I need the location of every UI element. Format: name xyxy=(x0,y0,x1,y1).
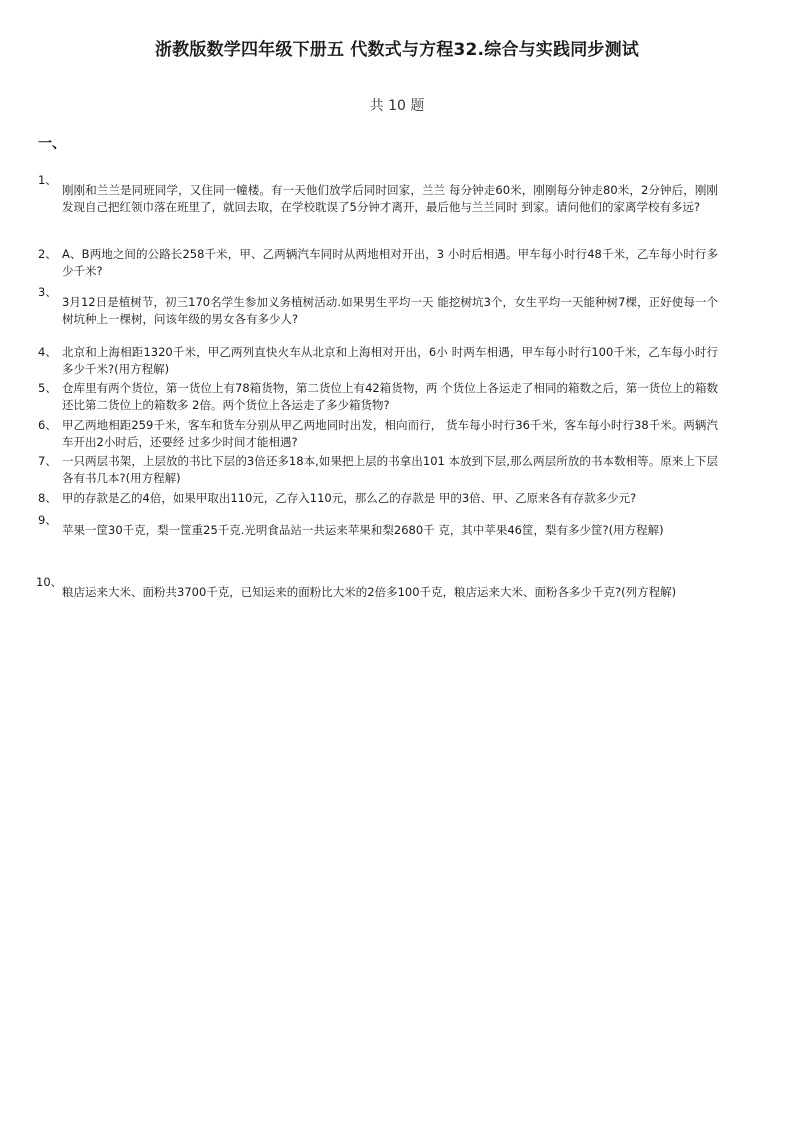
question-number: 1、 xyxy=(38,173,57,187)
question-text: 刚刚和兰兰是同班同学，又住同一幢楼。有一天他们放学后同时回家，兰兰 每分钟走60米，刚刚每分钟走80米，2分钟后，刚刚发现自己把红领巾落在班里了，就回去取，在学校耽误了5分钟才离开，最后他与兰兰同时 到家。请问他们的家离学校有多远? xyxy=(62,183,718,214)
question-10 xyxy=(38,574,718,601)
question-4 xyxy=(38,344,718,378)
question-text: 仓库里有两个货位，第一货位上有78箱货物，第二货位上有42箱货物，两 个货位上各运走了相同的箱数之后，第一货位上的箱数还比第二货位上的箱数多 2倍。两个货位上各运走了多少箱货物? xyxy=(62,381,718,412)
question-number: 7、 xyxy=(38,454,57,468)
question-9 xyxy=(38,512,718,539)
question-text: 北京和上海相距1320千米，甲乙两列直快火车从北京和上海相对开出，6小 时两车相遇，甲车每小时行100千米，乙车每小时行多少千米?(用方程解) xyxy=(62,345,718,376)
question-6 xyxy=(38,417,718,451)
question-1 xyxy=(38,172,718,216)
question-number: 6、 xyxy=(38,418,57,432)
question-5 xyxy=(38,380,718,414)
question-number: 4、 xyxy=(38,345,57,359)
question-text: A、B两地之间的公路长258千米，甲、乙两辆汽车同时从两地相对开出，3 小时后相遇。甲车每小时行48千米，乙车每小时行多少千米? xyxy=(62,247,718,278)
question-text: 一只两层书架，上层放的书比下层的3倍还多18本,如果把上层的书拿出101 本放到下层,那么两层所放的书本数相等。原来上下层各有书几本?(用方程解) xyxy=(62,454,718,485)
question-text: 甲乙两地相距259千米，客车和货车分别从甲乙两地同时出发，相向而行， 货车每小时行36千米，客车每小时行38千米。两辆汽车开出2小时后，还要经 过多少时间才能相遇? xyxy=(62,418,718,449)
question-number: 5、 xyxy=(38,381,57,395)
question-text: 粮店运来大米、面粉共3700千克，已知运来的面粉比大米的2倍多100千克，粮店运来大米、面粉各多少千克?(列方程解) xyxy=(62,585,677,599)
question-text: 苹果一筐30千克，梨一筐重25千克.光明食品站一共运来苹果和梨2680千 克，其中苹果46筐，梨有多少筐?(用方程解) xyxy=(62,523,664,537)
question-7 xyxy=(38,453,718,487)
question-8 xyxy=(38,490,718,507)
document-title: 浙教版数学四年级下册五 代数式与方程32.综合与实践同步测试 xyxy=(154,40,640,60)
question-count: 共 10 题 xyxy=(369,98,425,114)
question-number: 10、 xyxy=(36,575,63,589)
question-2 xyxy=(38,246,718,280)
section-heading: 一、 xyxy=(38,136,66,152)
question-number: 3、 xyxy=(38,285,57,299)
question-number: 8、 xyxy=(38,491,57,505)
question-text: 3月12日是植树节，初三170名学生参加义务植树活动.如果男生平均一天 能挖树坑3个，女生平均一天能种树7棵，正好使每一个树坑种上一棵树，问该年级的男女各有多少人? xyxy=(62,295,718,326)
question-number: 2、 xyxy=(38,247,57,261)
question-3 xyxy=(38,284,718,328)
question-number: 9、 xyxy=(38,513,57,527)
question-text: 甲的存款是乙的4倍，如果甲取出110元，乙存入110元，那么乙的存款是 甲的3倍、甲、乙原来各有存款多少元? xyxy=(62,491,637,505)
